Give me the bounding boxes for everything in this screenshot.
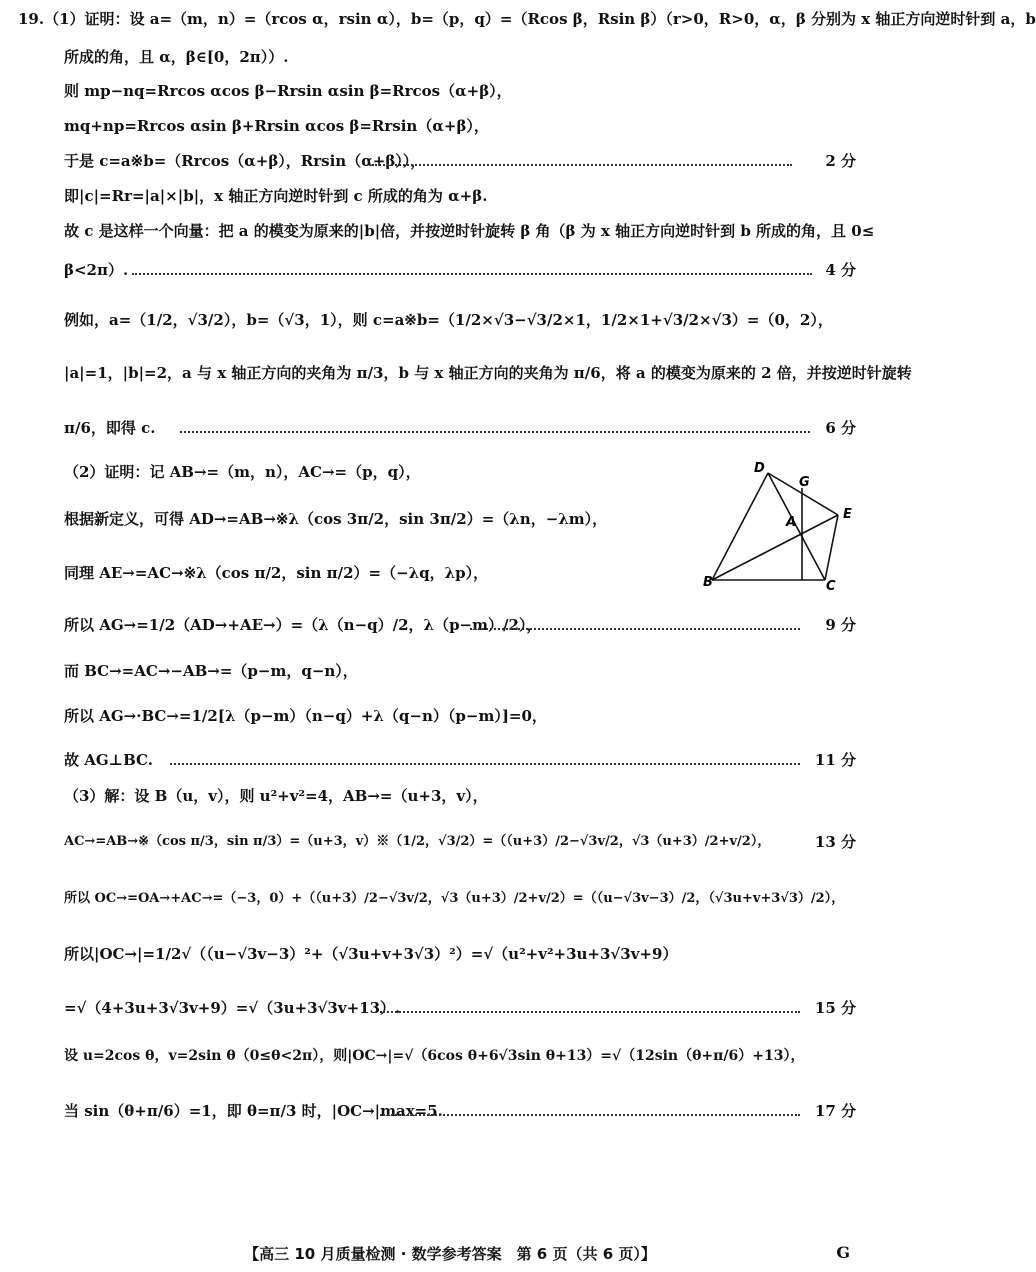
score-mark: 6 分: [825, 419, 856, 437]
label-A: A: [786, 515, 797, 530]
label-D: D: [754, 461, 765, 476]
dotted-leader: [170, 763, 800, 765]
dotted-leader: [380, 1114, 800, 1116]
score-mark: 13 分: [814, 833, 856, 851]
label-B: B: [703, 575, 713, 590]
line-text: mq+np=Rrcos αsin β+Rrsin αcos β=Rrsin（α+β），: [64, 117, 489, 135]
score-mark: 9 分: [825, 616, 856, 634]
line-text: 即|c|=Rr=|a|×|b|，x 轴正方向逆时针到 c 所成的角为 α+β.: [64, 187, 488, 205]
line-text: 例如，a=（1/2，√3/2），b=（√3，1），则 c=a※b=（1/2×√3−√3/2×1，1/2×1+√3/2×√3）=（0，2），: [64, 311, 833, 329]
line-text: 故 AG⊥BC.: [64, 751, 153, 769]
score-mark: 17 分: [814, 1102, 856, 1120]
line-text: 设 u=2cos θ，v=2sin θ（0≤θ<2π），则|OC→|=√（6cos θ+6√3sin θ+13）=√（12sin（θ+π/6）+13），: [64, 1048, 805, 1064]
line-text: 于是 c=a※b=（Rrcos（α+β），Rrsin（α+β）），: [64, 152, 426, 170]
line-text: 当 sin（θ+π/6）=1，即 θ=π/3 时，|OC→|max=5.: [64, 1102, 443, 1120]
line-text: AC→=AB→※（cos π/3，sin π/3）=（u+3，v）※（1/2，√3/2）=（（u+3）/2−√3v/2，√3（u+3）/2+v/2），: [64, 834, 771, 849]
label-E: E: [843, 507, 852, 522]
dotted-leader: [132, 273, 812, 275]
dotted-leader: [372, 164, 792, 166]
line-text: （2）证明：记 AB→=（m，n），AC→=（p，q），: [64, 463, 421, 481]
segment-BE: [712, 515, 838, 580]
line-text: π/6，即得 c.: [64, 419, 156, 437]
page-footer: 【高三 10 月质量检测 · 数学参考答案 第 6 页（共 6 页）】: [244, 1245, 656, 1263]
segment-DE: [768, 473, 838, 515]
line-text: 故 c 是这样一个向量：把 a 的模变为原来的|b|倍，并按逆时针旋转 β 角（β 为 x 轴正方向逆时针到 b 所成的角，且 0≤: [64, 222, 875, 240]
score-mark: 4 分: [825, 261, 856, 279]
line-text: 则 mp−nq=Rrcos αcos β−Rrsin αsin β=Rrcos（α+β），: [64, 82, 512, 100]
score-mark: 15 分: [814, 999, 856, 1017]
dotted-leader: [470, 628, 800, 630]
line-text: 而 BC→=AC→−AB→=（p−m，q−n），: [64, 662, 358, 680]
line-text: =√（4+3u+3√3v+9）=√（3u+3√3v+13）.: [64, 999, 401, 1017]
segment-DC: [768, 473, 825, 580]
dotted-leader: [380, 1011, 800, 1013]
line-text: 同理 AE→=AC→※λ（cos π/2，sin π/2）=（−λq，λp），: [64, 564, 489, 582]
dotted-leader: [180, 431, 810, 433]
line-text: 所以|OC→|=1/2√（（u−√3v−3）²+（√3u+v+3√3）²）=√（u²+v²+3u+3√3v+9）: [64, 945, 678, 963]
line-text: 所以 OC→=OA→+AC→=（−3，0）+（（u+3）/2−√3v/2，√3（u+3）/2+v/2）=（（u−√3v−3）/2，（√3u+v+3√3）/2），: [64, 891, 845, 906]
line-text: β<2π）.: [64, 261, 129, 279]
version-mark: G: [836, 1243, 850, 1262]
label-G: G: [799, 475, 810, 490]
score-mark: 11 分: [814, 751, 856, 769]
line-text: |a|=1，|b|=2，a 与 x 轴正方向的夹角为 π/3，b 与 x 轴正方向的夹角为 π/6，将 a 的模变为原来的 2 倍，并按逆时针旋转: [64, 364, 912, 382]
line-text: 根据新定义，可得 AD→=AB→※λ（cos 3π/2，sin 3π/2）=（λn，−λm），: [64, 510, 608, 528]
line-text: 所以 AG→·BC→=1/2[λ（p−m）（n−q）+λ（q−n）（p−m）]=0，: [64, 707, 547, 725]
line-text: 19.（1）证明：设 a=（m，n）=（rcos α，rsin α），b=（p，q）=（Rcos β，Rsin β）（r>0，R>0，α，β 分别为 x 轴正方向逆时针到 a，b: [18, 10, 1036, 28]
line-text: 所以 AG→=1/2（AD→+AE→）=（λ（n−q）/2，λ（p−m）/2），: [64, 616, 542, 634]
segment-EC: [825, 515, 838, 580]
label-C: C: [826, 579, 836, 594]
segment-DB: [712, 473, 768, 580]
line-text: （3）解：设 B（u，v），则 u²+v²=4，AB→=（u+3，v），: [64, 787, 488, 805]
score-mark: 2 分: [825, 152, 856, 170]
line-text: 所成的角，且 α，β∈[0，2π））.: [64, 48, 289, 66]
